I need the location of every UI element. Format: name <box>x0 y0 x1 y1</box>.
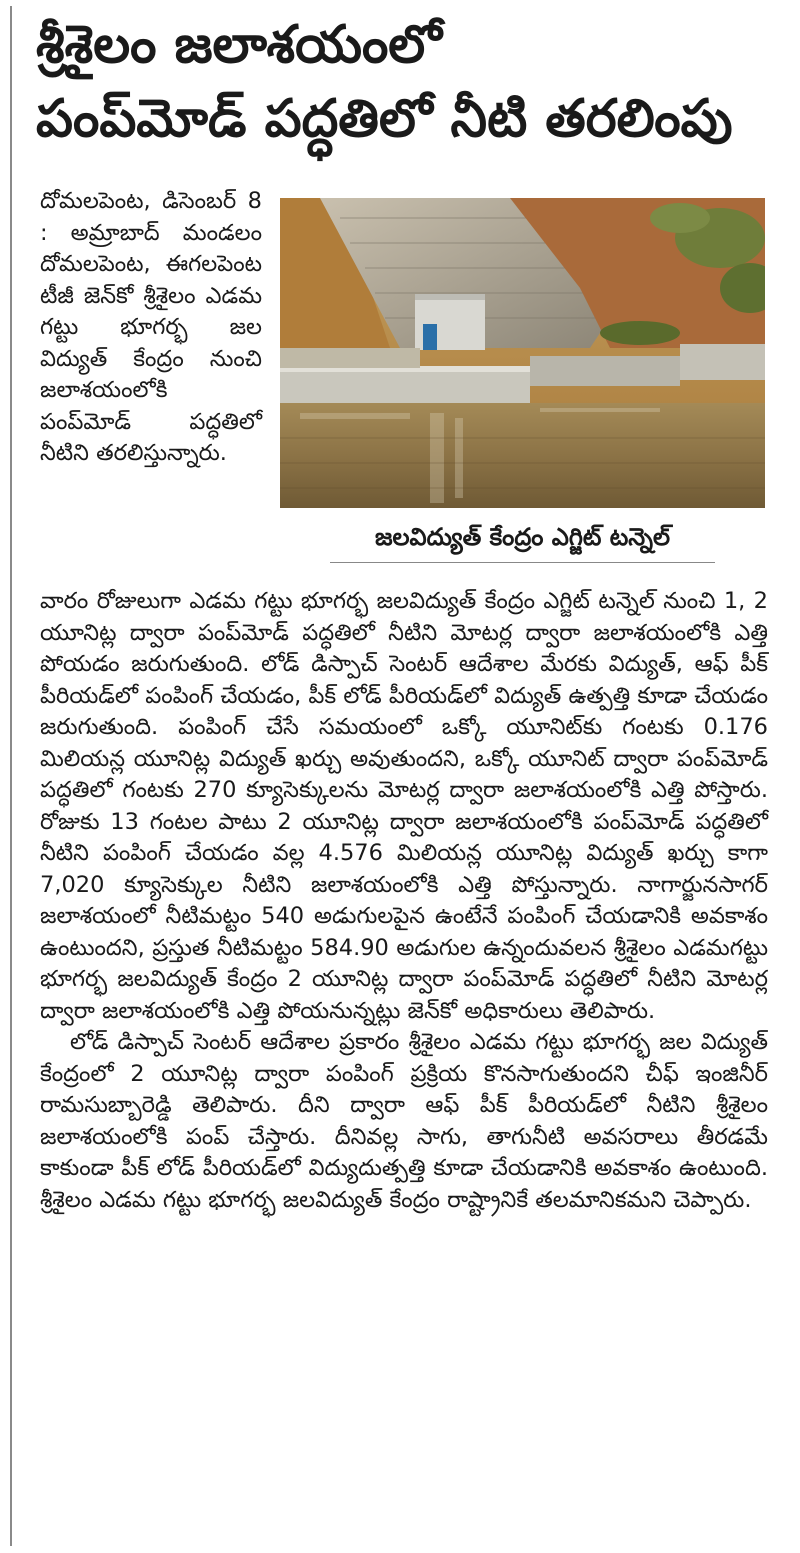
column-rule <box>10 6 12 1546</box>
article-paragraph-1: వారం రోజులుగా ఎడమ గట్టు భూగర్భ జలవిద్యుత్ కేంద్రం ఎగ్జిట్ టన్నెల్ నుంచి 1, 2 యూనిట్ల ద్వారా పంప్‌మోడ్ పద్ధతిలో నీటిని మోటర్ల ద్వారా జలాశయంలోకి ఎత్తి పోయడం జరుగుతుంది. లోడ్ డిస్పాచ్ సెంటర్ ఆదేశాల మేరకు విద్యుత్, ఆఫ్ పీక్ పీరియడ్‌లో పంపింగ్ చేయడం, పీక్ లోడ్ పీరియడ్‌లో విద్యుత్ ఉత్పత్తి కూడా చేయడం జరుగుతుంది. పంపింగ్ చేసే సమయంలో ఒక్కో యూనిట్‌కు గంటకు 0.176 మిలియన్ల యూనిట్ల విద్యుత్ ఖర్చు అవుతుందని, ఒక్కో యూనిట్ ద్వారా పంప్‌మోడ్ పద్ధతిలో గంటకు 270 క్యూసెక్కులను మోటర్ల ద్వారా జలాశయంలోకి ఎత్తి పోస్తారు. రోజుకు 13 గంటల పాటు 2 యూనిట్ల ద్వారా జలాశయంలోకి పంప్‌మోడ్ పద్ధతిలో నీటిని పంపింగ్ చేయడం వల్ల 4.576 మిలియన్ల యూనిట్ల విద్యుత్ ఖర్చు కాగా 7,020 క్యూసెక్కుల నీటిని జలాశయంలోకి ఎత్తి పోస్తున్నారు. నాగార్జునసాగర్ జలాశయంలో నీటిమట్టం 540 అడుగులపైన ఉంటేనే పంపింగ్ చేయడానికి అవకాశం ఉంటుందని, ప్రస్తుత నీటిమట్టం 584.90 అడుగుల ఉన్నందువలన శ్రీశైలం ఎడమగట్టు భూగర్భ జలవిద్యుత్ కేంద్రం 2 యూనిట్ల ద్వారా పంప్‌మోడ్ పద్ధతిలో నీటిని మోటర్ల ద్వారా జలాశయంలోకి ఎత్తి పోయనున్నట్లు జెన్‌కో అధికారులు తెలిపారు. <box>40 588 768 1024</box>
article-body <box>40 586 768 1216</box>
headline-line-2: పంప్‌మోడ్ పద్ధతిలో నీటి తరలింపు <box>36 89 733 149</box>
dam-photo <box>280 198 765 508</box>
intro-paragraph: దోమలపెంట, డిసెంబర్ 8 : అమ్రాబాద్ మండలం దోమలపెంట, ఈగలపెంట టీజీ జెన్‌కో శ్రీశైలం ఎడమ గట్టు భూగర్భ జల విద్యుత్ కేంద్రం నుంచి జలాశయంలోకి పంప్‌మోడ్ పద్ధతిలో నీటిని తరలిస్తున్నారు. <box>40 188 262 466</box>
photo-caption: జలవిద్యుత్ కేంద్రం ఎగ్జిట్ టన్నెల్ <box>375 523 670 551</box>
caption-underline <box>330 562 715 563</box>
headline-line-1: శ్రీశైలం జలాశయంలో <box>36 15 442 75</box>
article-intro <box>40 186 262 470</box>
article-paragraph-2: లోడ్ డిస్పాచ్ సెంటర్ ఆదేశాల ప్రకారం శ్రీశైలం ఎడమ గట్టు భూగర్భ జల విద్యుత్ కేంద్రంలో 2 యూనిట్ల ద్వారా పంపింగ్ ప్రక్రియ కొనసాగుతుందని చీఫ్ ఇంజినీర్ రామసుబ్బారెడ్డి తెలిపారు. దీని ద్వారా ఆఫ్ పీక్ పీరియడ్‌లో నీటిని శ్రీశైలం జలాశయంలోకి పంప్ చేస్తారు. దీనివల్ల సాగు, తాగునీటి అవసరాలు తీరడమే కాకుండా పీక్ లోడ్ పీరియడ్‌లో విద్యుదుత్పత్తి కూడా చేయడానికి అవకాశం ఉంటుంది. శ్రీశైలం ఎడమ గట్టు భూగర్భ జలవిద్యుత్ కేంద్రం రాష్ట్రానికే తలమానికమని చెప్పారు. <box>40 1029 768 1213</box>
